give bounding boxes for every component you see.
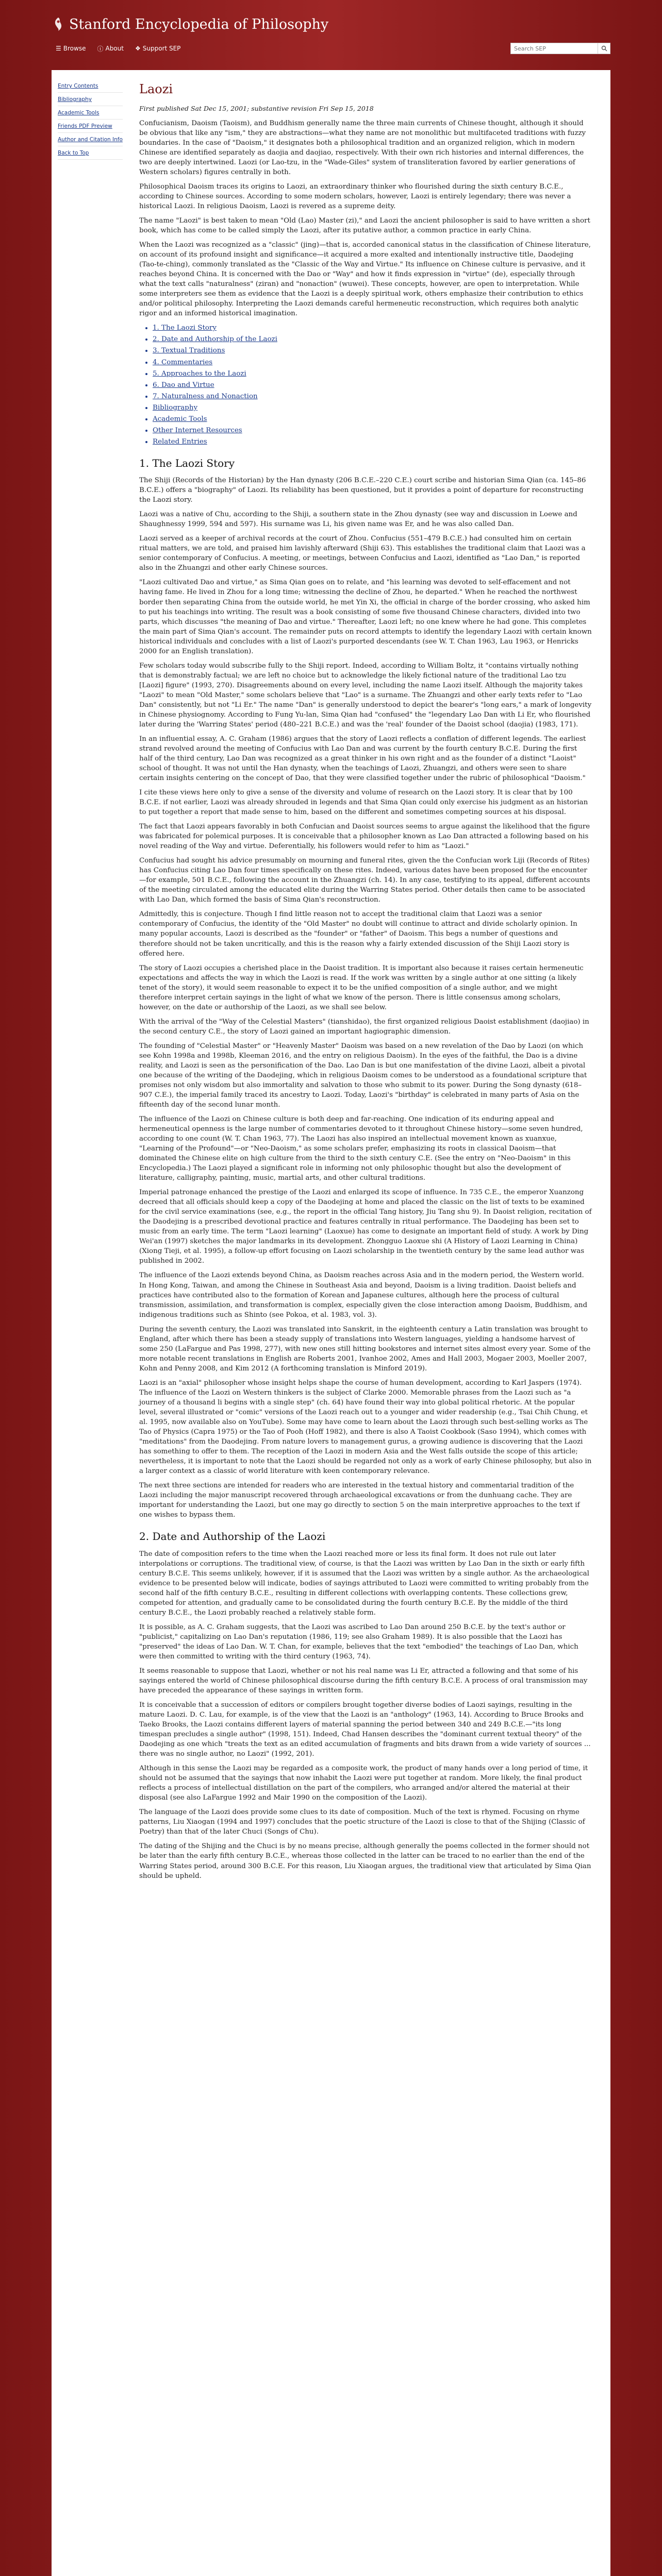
section-paragraph: The influence of the Laozi extends beyond China, as Daoism reaches across Asia and in the modern period, the Western world. In Hong Kong, Taiwan, and among the Chinese in Southeast Asia and beyond, Daoism is a living tradition. Daoist beliefs and practices have contributed also to the formation of Korean and Japanese cultures, although here the process of cultural transmission, assimilation, and transformation is complex, especially given the close interaction among Daoism, Buddhism, and indigenous traditions such as Shinto (see Pokoa, et al. 1983, vol. 3). <box>139 1272 588 1319</box>
toc-link[interactable]: 7. Naturalness and Nonaction <box>153 392 258 400</box>
sidebar-author-citation[interactable]: Author and Citation Info <box>58 135 123 146</box>
article-main <box>129 70 610 2576</box>
gift-icon: ❖ <box>135 45 141 52</box>
menu-icon: ☰ <box>56 45 61 52</box>
section-paragraph: The date of composition refers to the time when the Laozi reached more or less its final form. It does not rule out later interpolations or corruptions. The traditional view, of course, is that the Laozi was written by Lao Dan in the sixth or early fifth century B.C.E. This seems unlikely, however, if it is assumed that the Laozi was written by a single author. As the archaeological evidence to be presented below will indicate, bodies of sayings attributed to Laozi were committed to writing probably from the second half of the fifth century B.C.E., resulting in different collections with overlapping contents. These collections grew, competed for attention, and gradually came to be consolidated during the fourth century B.C.E. By the middle of the third century B.C.E., the Laozi probably reached a relatively stable form. <box>139 1550 589 1617</box>
site-header <box>0 0 662 37</box>
toc-item <box>153 414 592 424</box>
nav-bar <box>52 39 610 58</box>
support-menu[interactable] <box>131 42 185 55</box>
sidebar-friends-pdf[interactable]: Friends PDF Preview <box>58 122 123 133</box>
toc-link[interactable]: 3. Textual Traditions <box>153 347 225 355</box>
toc-item <box>153 403 592 413</box>
section-paragraph: It seems reasonable to suppose that Laozi, whether or not his real name was Li Er, attracted a following and that some of his sayings entered the world of Chinese philosophical discourse during the fifth century B.C.E. A process of oral transmission may have preceded the appearance of these sayings in written form. <box>139 1667 588 1695</box>
toc-link[interactable]: 6. Dao and Virtue <box>153 381 214 389</box>
section-paragraph: The language of the Laozi does provide some clues to its date of composition. Much of the text is rhymed. Focusing on rhyme patterns, Liu Xiaogan (1994 and 1997) concludes that the poetic structure of the Laozi is close to that of the Shijing (Classic of Poetry) than that of the later Chuci (Songs of Chu). <box>139 1808 585 1836</box>
article-intro <box>139 118 592 319</box>
section-paragraph: The dating of the Shijing and the Chuci is by no means precise, although generally the poems collected in the former should not be later than the early fifth century B.C.E., whereas those collected in the latter can be traced to no earlier than the end of the Warring States period, around 300 B.C.E. For this reason, Liu Xiaogan argues, the traditional view that articulated by Sima Qian should be upheld. <box>139 1842 591 1880</box>
section-paragraph: The founding of "Celestial Master" or "Heavenly Master" Daoism was based on a new revelation of the Dao by Laozi (on which see Kohn 1998a and 1998b, Kleeman 2016, and the entry on religious Daoism). In the eyes of the faithful, the Dao is a divine reality, and Laozi is seen as the personification of the Dao. Lao Dan is but one manifestation of the divine Laozi, albeit a pivotal one because of the writing of the Daodejing, which in religious Daoism comes to be understood as a foundational scripture that promises not only wisdom but also immortality and salvation to those who submit to its power. During the Song dynasty (618–907 C.E.), the imperial family traced its ancestry to Laozi. Today, Laozi's "birthday" is celebrated in many parts of Asia on the fifteenth day of the second lunar month. <box>139 1042 587 1109</box>
about-label: About <box>105 45 124 52</box>
section-paragraph: The story of Laozi occupies a cherished place in the Daoist tradition. It is important also because it raises certain hermeneutic expectations and affects the way in which the Laozi is read. If the work was written by a single author at one sitting (a likely tenet of the story), it would seem reasonable to expect it to be the unified composition of a single author, and we might therefore interpret certain sayings in the light of what we know of the person. There is little consensus among scholars, however, on the date or authorship of the Laozi, as we shall see below. <box>139 964 584 1011</box>
toc-link[interactable]: 2. Date and Authorship of the Laozi <box>153 335 277 344</box>
toc-item <box>153 358 592 367</box>
search-form <box>510 43 610 54</box>
intro-paragraph: Philosophical Daoism traces its origins to Laozi, an extraordinary thinker who flourished during the sixth century B.C.E., according to Chinese sources. According to some modern scholars, however, Laozi is entirely legendary; there was never a historical Laozi. In religious Daoism, Laozi is revered as a supreme deity. <box>139 183 571 211</box>
section-paragraph: Laozi served as a keeper of archival records at the court of Zhou. Confucius (551–479 B.C.E.) had consulted him on certain ritual matters, we are told, and praised him lavishly afterward (Shiji 63). This establishes the traditional claim that Laozi was a senior contemporary of Confucius. A meeting, or meetings, between Confucius and Laozi, identified as "Lao Dan," is reported also in the Zhuangzi and other early Chinese sources. <box>139 535 586 572</box>
publication-info: First published Sat Dec 15, 2001; substantive revision Fri Sep 15, 2018 <box>139 105 374 113</box>
article-sections <box>139 456 592 1881</box>
section-heading: 2. Date and Authorship of the Laozi <box>139 1530 326 1543</box>
toc-item <box>153 369 592 379</box>
section-paragraph: Laozi was a native of Chu, according to the Shiji, a southern state in the Zhou dynasty (see way and discussion in Loewe and Shaughnessy 1999, 594 and 597). His surname was Li, his given name was Er, and he was also called Dan. <box>139 511 577 529</box>
browse-menu[interactable] <box>52 42 90 55</box>
section-paragraph: Laozi is an "axial" philosopher whose insight helps shape the course of human development, according to Karl Jaspers (1974). The influence of the Laozi on Western thinkers is the subject of Clarke 2000. Memorable phrases from the Laozi such as "a journey of a thousand li begins with a single step" (ch. 64) have found their way into global political rhetoric. At the popular level, several illustrated or "comic" versions of the Laozi reach out to a younger and wider readership (e.g., Tsai Chih Chung, et al. 1995, now available also on YouTube). Some may have come to learn about the Laozi through such best-selling works as The Tao of Physics (Capra 1975) or the Tao of Pooh (Hoff 1982), and there is also A Taoist Cookbook (Saso 1994), which comes with "meditations" from the Daodejing. From nature lovers to management gurus, a growing audience is discovering that the Laozi has something to offer to them. The reception of the Laozi in modern Asia and the West falls outside the scope of this article; nevertheless, it is important to note that the Laozi should be regarded not only as a work of early Chinese philosophy, but also in a larger context as a classic of world literature with keen contemporary relevance. <box>139 1379 592 1476</box>
toc-link[interactable]: Related Entries <box>153 437 207 446</box>
sep-logo-icon[interactable] <box>52 16 65 32</box>
browse-label: Browse <box>63 45 86 52</box>
toc-link[interactable]: 5. Approaches to the Laozi <box>153 369 246 378</box>
section-paragraph: Imperial patronage enhanced the prestige of the Laozi and enlarged its scope of influence. In 735 C.E., the emperor Xuanzong decreed that all officials should keep a copy of the Daodejing at home and placed the classic on the list of texts to be examined for the civil service examinations (see, e.g., the report in the official Tang history, Jiu Tang shu 9). In Daoist religion, recitation of the Daodejing is a prescribed devotional practice and features centrally in ritual performance. The Daodejing has been set to music from an early time. The term "Laozi learning" (Laoxue) has come to designate an important field of study. A work by Ding Wei'an (1997) sketches the major landmarks in its development. Zhongguo Laoxue shi (A History of Laozi Learning in China) (Xiong Tieji, et al. 1995), a follow-up effort focusing on Laozi scholarship in the twentieth century by the same lead author was published in 2002. <box>139 1189 592 1265</box>
toc-link[interactable]: Other Internet Resources <box>153 426 242 434</box>
search-input[interactable] <box>510 43 598 54</box>
sidebar-academic-tools[interactable]: Academic Tools <box>58 108 123 120</box>
section-paragraph: Confucius had sought his advice presumably on mourning and funeral rites, given the the Confucian work Liji (Records of Rites) has Confucius citing Lao Dan four times specifically on these rites. Indeed, various dates have been proposed for the encounter—for example, 501 B.C.E., following the account in the Zhuangzi (ch. 14). In any case, testifying to its appeal, different accounts of the meeting circulated among the educated elite during the Warring States period. Other details then came to be associated with Lao Dan, which formed the basis of Sima Qian's reconstruction. <box>139 857 590 904</box>
section-paragraph: "Laozi cultivated Dao and virtue," as Sima Qian goes on to relate, and "his learning was devoted to self-effacement and not having fame. He lived in Zhou for a long time; witnessing the decline of Zhou, he departed." When he reached the northwest border then separating China from the outside world, he met Yin Xi, the official in charge of the border crossing, who asked him to put his teachings into writing. The result was a book consisting of some five thousand Chinese characters, divided into two parts, which discusses "the meaning of Dao and virtue." Thereafter, Laozi left; no one knew where he had gone. This completes the main part of Sima Qian's account. The remainder puts on record attempts to identify the legendary Laozi with certain known historical individuals and concludes with a list of Laozi's purported descendants (see W. T. Chan 1963, Lau 1963, or Henricks 2000 for an English translation). <box>139 579 592 655</box>
page-container <box>52 70 610 2576</box>
toc-link[interactable]: Academic Tools <box>153 415 207 423</box>
section-paragraph: Admittedly, this is conjecture. Though I find little reason not to accept the traditional claim that Laozi was a senior contemporary of Confucius, the identity of the "Old Master" no doubt will continue to attract and divide scholarly opinion. In many popular accounts, Laozi is described as the "founder" or "father" of Daoism. This begs a number of questions and therefore should not be taken uncritically, and this is the reason why a fairly extended discussion of the Shiji Laozi story is offered here. <box>139 910 577 958</box>
about-menu[interactable] <box>93 42 128 55</box>
toc-item <box>153 426 592 435</box>
toc-item <box>153 380 592 390</box>
section-paragraph: The influence of the Laozi on Chinese culture is both deep and far-reaching. One indication of its enduring appeal and hermeneutical openness is the large number of commentaries devoted to it throughout Chinese history—some seven hundred, according to one count (W. T. Chan 1963, 77). The Laozi has also inspired an intellectual movement known as xuanxue, "Learning of the Profound"—or "Neo-Daoism," as some scholars prefer, emphasizing its roots in classical Daoism—that dominated the Chinese elite on high culture from the third to the sixth century C.E. (See the entry on "Neo-Daoism" in this Encyclopedia.) The Laozi played a significant role in informing not only philosophic thought but also the development of literature, calligraphy, painting, music, martial arts, and other cultural traditions. <box>139 1115 583 1182</box>
intro-paragraph: The name "Laozi" is best taken to mean "Old (Lao) Master (zi)," and Laozi the ancient philosopher is said to have written a short book, which has come to be called simply the Laozi, after its putative author, a common practice in early China. <box>139 217 590 235</box>
toc-link[interactable]: 4. Commentaries <box>153 358 213 366</box>
section-paragraph: It is conceivable that a succession of editors or compilers brought together diverse bodies of Laozi sayings, resulting in the mature Laozi. D. C. Lau, for example, is of the view that the Laozi is an "anthology" (1963, 14). According to Bruce Brooks and Taeko Brooks, the Laozi contains different layers of material spanning the period between 340 and 249 B.C.E.—"its long timespan precludes a single author" (1998, 151). Indeed, Chad Hansen describes the "dominant current textual theory" of the Daodejing as one which "treats the text as an edited accumulation of fragments and bits drawn from a wide variety of sources ... there was no single author, no Laozi" (1992, 201). <box>139 1701 591 1758</box>
sidebar-entry-contents[interactable]: Entry Contents <box>58 81 123 93</box>
search-icon <box>601 45 607 52</box>
info-icon: ⓘ <box>97 45 104 53</box>
intro-paragraph: Confucianism, Daoism (Taoism), and Buddhism generally name the three main currents of Chinese thought, although it should be obvious that like any "ism," they are abstractions—what they name are not monolithic but multifaceted traditions with fuzzy boundaries. In the case of "Daoism," it designates both a philosophical tradition and an organized religion, which in modern Chinese are identified separately as daojia and daojiao, respectively. With their own rich histories and internal differences, the two are deeply intertwined. Laozi (or Lao-tzu, in the "Wade-Giles" system of transliteration favored by earlier generations of Western scholars) figures centrally in both. <box>139 119 586 176</box>
section-paragraph: The fact that Laozi appears favorably in both Confucian and Daoist sources seems to argue against the likelihood that the figure was fabricated for polemical purposes. It is conceivable that a philosopher known as Lao Dan attracted a following based on his novel reading of the Way and virtue. Deferentially, his followers would refer to him as "Laozi." <box>139 823 590 851</box>
toc-item <box>153 346 592 355</box>
section-paragraph: With the arrival of the "Way of the Celestial Masters" (tianshidao), the first organized religious Daoist establishment (daojiao) in the second century C.E., the story of Laozi gained an important hagiographic dimension. <box>139 1018 589 1036</box>
article-title: Laozi <box>139 82 173 96</box>
section-paragraph: Although in this sense the Laozi may be regarded as a composite work, the product of many hands over a long period of time, it should not be assumed that the sayings that now inhabit the Laozi were put together at random. More likely, the final product reflects a process of intellectual distillation on the part of the compilers, who arranged and/or altered the material at their disposal (see also LaFargue 1992 and Mair 1990 on the composition of the Laozi). <box>139 1765 588 1802</box>
sidebar-back-to-top[interactable]: Back to Top <box>58 148 123 160</box>
section-paragraph: Few scholars today would subscribe fully to the Shiji report. Indeed, according to William Boltz, it "contains virtually nothing that is demonstrably factual; we are left no choice but to acknowledge the likely fictional nature of the traditional Lao tzu [Laozi] figure" (1993, 270). Disagreements abound on every level, including the name Laozi itself. Although the majority takes "Laozi" to mean "Old Master," some scholars believe that "Lao" is a surname. The Zhuangzi and other early texts refer to "Lao Dan" consistently, but not "Li Er." The name "Dan" is generally understood to depict the bearer's "long ears," a mark of longevity in Chinese physiognomy. According to Fung Yu-lan, Sima Qian had "confused" the "legendary Lao Dan with Li Er, who flourished later during the 'Warring States' period (480–221 B.C.E.) and was the 'real' founder of the Daoist school (daojia) (1983, 171). <box>139 662 592 728</box>
section-paragraph: I cite these views here only to give a sense of the diversity and volume of research on the Laozi story. It is clear that by 100 B.C.E. if not earlier, Laozi was already shrouded in legends and that Sima Qian could only exercise his judgment as an historian to put together a report that made sense to him, based on the different and sometimes competing sources at his disposal. <box>139 789 588 817</box>
sidebar <box>52 70 129 2576</box>
search-button[interactable] <box>598 43 610 54</box>
toc-item <box>153 323 592 333</box>
section-paragraph: In an influential essay, A. C. Graham (1986) argues that the story of Laozi reflects a conflation of different legends. The earliest strand revolved around the meeting of Confucius with Lao Dan and was current by the fourth century B.C.E. During the first half of the third century, Lao Dan was recognized as a great thinker in his own right and as the founder of a distinct "Laoist" school of thought. It was not until the Han dynasty, when the teachings of Laozi, Zhuangzi, and others were seen to share certain insights centering on the concept of Dao, that they were classified together under the rubric of philosophical "Daoism." <box>139 735 586 783</box>
site-title[interactable]: Stanford Encyclopedia of Philosophy <box>69 16 329 32</box>
toc-item <box>153 437 592 447</box>
support-label: Support SEP <box>142 45 181 52</box>
section-paragraph: The next three sections are intended for readers who are interested in the textual history and commentarial tradition of the Laozi including the major manuscript recovered through archaeological excavations or from the dunhuang cache. They are important for understanding the Laozi, but one may go directly to section 5 on the main interpretive approaches to the text if one wishes to bypass them. <box>139 1482 580 1519</box>
table-of-contents <box>153 323 592 446</box>
sidebar-bibliography[interactable]: Bibliography <box>58 95 123 106</box>
toc-item <box>153 334 592 344</box>
intro-paragraph: When the Laozi was recognized as a "classic" (jing)—that is, accorded canonical status in the classification of Chinese literature, on account of its profound insight and significance—it acquired a more exalted and intentionally instructive title, Daodejing (Tao-te-ching), commonly translated as the "Classic of the Way and Virtue." Its influence on Chinese culture is pervasive, and it reaches beyond China. It is concerned with the Dao or "Way" and how it finds expression in "virtue" (de), especially through what the text calls "naturalness" (ziran) and "nonaction" (wuwei). These concepts, however, are open to interpretation. While some interpreters see them as evidence that the Laozi is a deeply spiritual work, others emphasize their contribution to ethics and/or political philosophy. Interpreting the Laozi demands careful hermeneutic reconstruction, which requires both analytic rigor and an informed historical imagination. <box>139 241 591 318</box>
section-paragraph: It is possible, as A. C. Graham suggests, that the Laozi was ascribed to Lao Dan around 250 B.C.E. by the text's author or "publicist," capitalizing on Lao Dan's reputation (1986, 119; see also Graham 1989). It is also possible that the Laozi has "preserved" the ideas of Lao Dan. W. T. Chan, for example, believes that the text "embodied" the teachings of Lao Dan, which were then committed to writing with the third century (1963, 74). <box>139 1623 578 1660</box>
toc-link[interactable]: Bibliography <box>153 403 198 412</box>
section-paragraph: During the seventh century, the Laozi was translated into Sanskrit, in the eighteenth century a Latin translation was brought to England, after which there has been a steady supply of translations into Western languages, yielding a handsome harvest of some 250 (LaFargue and Pas 1998, 277), with new ones still hitting bookstores and internet sites almost every year. Some of the more notable recent translations in English are Roberts 2001, Ivanhoe 2002, Ames and Hall 2003, Mogaer 2003, Moeller 2007, Kohn and Penny 2008, and Kim 2012 (A forthcoming translation is Minford 2019). <box>139 1325 591 1372</box>
toc-item <box>153 392 592 401</box>
toc-link[interactable]: 1. The Laozi Story <box>153 324 217 332</box>
section-heading: 1. The Laozi Story <box>139 456 235 469</box>
section-paragraph: The Shiji (Records of the Historian) by the Han dynasty (206 B.C.E.–220 C.E.) court scribe and historian Sima Qian (ca. 145–86 B.C.E.) offers a "biography" of Laozi. Its reliability has been questioned, but it provides a point of departure for reconstructing the Laozi story. <box>139 477 586 504</box>
